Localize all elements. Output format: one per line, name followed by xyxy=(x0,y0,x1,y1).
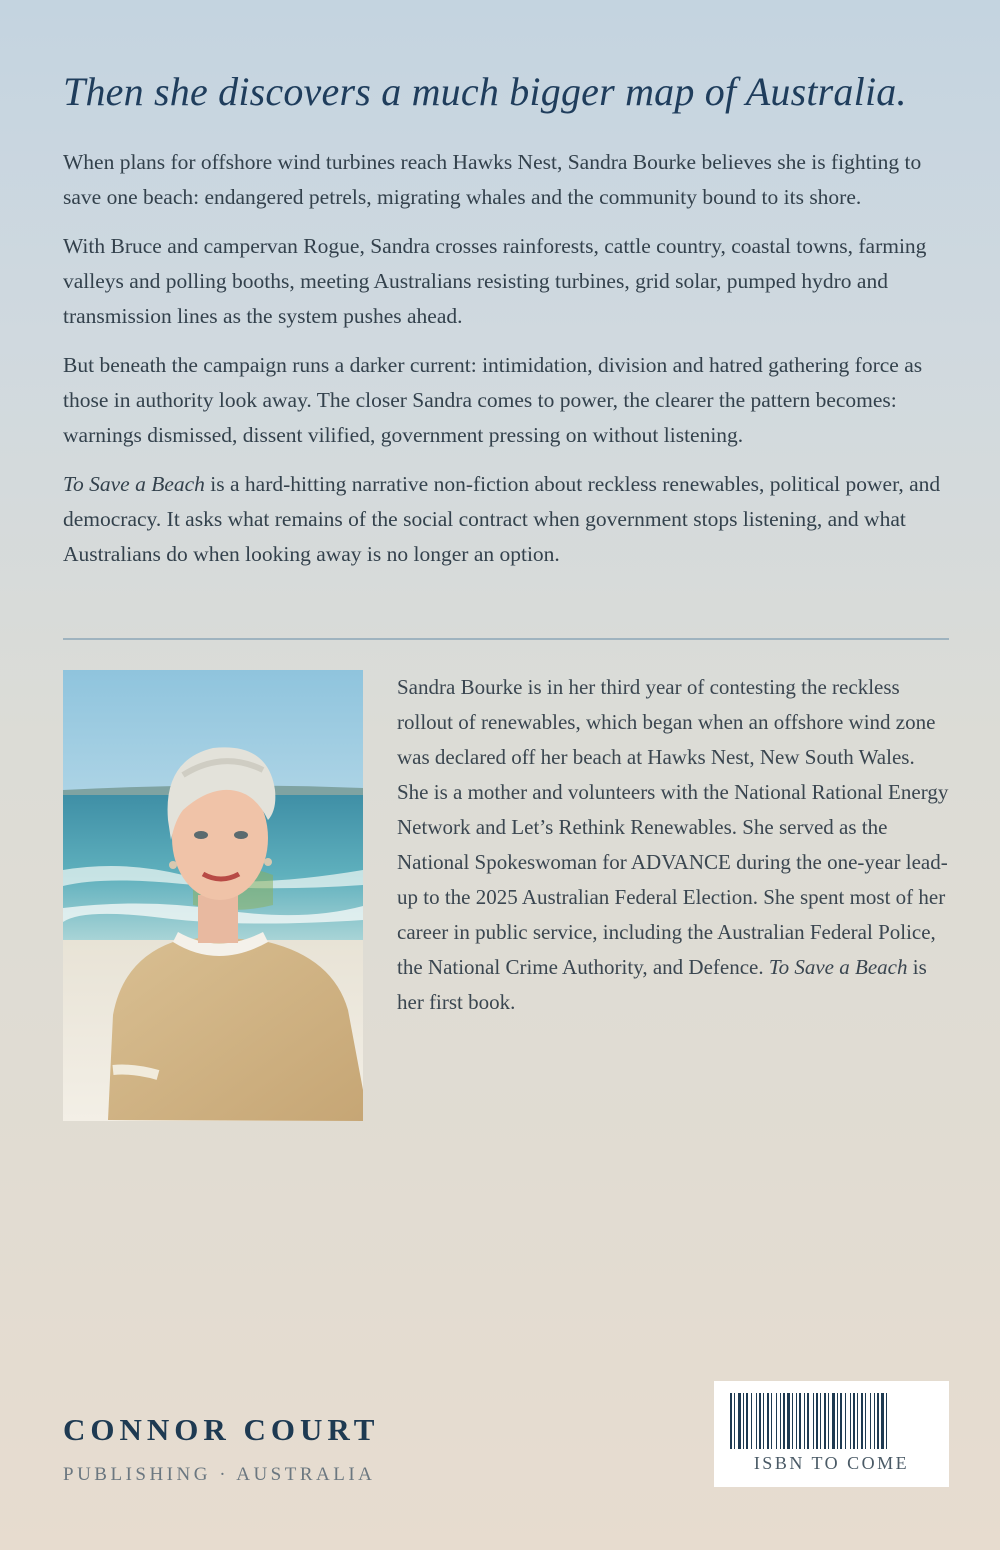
barcode-bar xyxy=(734,1393,735,1449)
blurb-paragraph-4 xyxy=(63,467,945,572)
blurb-paragraph-3: But beneath the campaign runs a darker current: intimidation, division and hatred gathering force as those in authority look away. The closer Sandra comes to power, the clearer the pattern becomes: warnings dismissed, dissent vilified, government pressing on without listening. xyxy=(63,353,923,447)
barcode-bar xyxy=(771,1393,772,1449)
barcode-bars xyxy=(730,1393,933,1449)
barcode-bar xyxy=(780,1393,781,1449)
barcode-bar xyxy=(751,1393,752,1449)
blurb xyxy=(63,145,945,586)
barcode-bar xyxy=(746,1393,748,1449)
barcode xyxy=(714,1381,949,1487)
barcode-bar xyxy=(767,1393,769,1449)
barcode-bar xyxy=(796,1393,797,1449)
divider xyxy=(63,638,949,640)
barcode-bar xyxy=(881,1393,884,1449)
blurb-paragraph-1: When plans for offshore wind turbines reach Hawks Nest, Sandra Bourke believes she is fighting to save one beach: endangered petrels, migrating whales and the community bound to its shore. xyxy=(63,150,922,209)
barcode-bar xyxy=(840,1393,842,1449)
barcode-bar xyxy=(783,1393,785,1449)
barcode-bar xyxy=(861,1393,863,1449)
barcode-bar xyxy=(850,1393,851,1449)
barcode-bar xyxy=(763,1393,764,1449)
publisher-name: CONNOR COURT xyxy=(63,1412,380,1447)
barcode-bar xyxy=(845,1393,846,1449)
barcode-bar xyxy=(730,1393,732,1449)
barcode-bar xyxy=(874,1393,875,1449)
barcode-bar xyxy=(853,1393,855,1449)
publisher-subtitle: PUBLISHING · AUSTRALIA xyxy=(63,1464,376,1485)
isbn-label: ISBN TO COME xyxy=(753,1453,910,1473)
barcode-bar xyxy=(820,1393,821,1449)
publisher-logo xyxy=(63,1410,379,1486)
author-photo-illustration xyxy=(63,670,363,1121)
barcode-bar xyxy=(824,1393,826,1449)
book-title: To Save a Beach xyxy=(63,472,205,496)
barcode-bar xyxy=(804,1393,805,1449)
barcode-bar xyxy=(877,1393,879,1449)
barcode-bar xyxy=(857,1393,858,1449)
barcode-bar xyxy=(865,1393,866,1449)
blurb-paragraph-2: With Bruce and campervan Rogue, Sandra crosses rainforests, cattle country, coastal towns, farming valleys and polling booths, meeting Australians resisting turbines, grid solar, pumped hydro and transmission lines as the system pushes ahead. xyxy=(63,234,927,328)
headline: Then she discovers a much bigger map of Australia. xyxy=(63,69,907,114)
barcode-bar xyxy=(813,1393,814,1449)
blurb-paragraph-4-text: is a hard-hitting narrative non-fiction about reckless renewables, political power, and democracy. It asks what remains of the social contract when government stops listening, and what Australians do when looking away is no longer an option. xyxy=(63,472,941,566)
barcode-bar xyxy=(832,1393,835,1449)
barcode-bar xyxy=(759,1393,761,1449)
barcode-bar xyxy=(738,1393,741,1449)
author-bio-tail: is her first book. xyxy=(397,955,927,1014)
barcode-bar xyxy=(816,1393,818,1449)
barcode-bar xyxy=(787,1393,790,1449)
barcode-bar xyxy=(837,1393,838,1449)
author-bio-text: Sandra Bourke is in her third year of contesting the reckless rollout of renewables, which began when an offshore wind zone was declared off her beach at Hawks Nest, New South Wales. She is a mother and volunteers with the National Rational Energy Network and Let’s Rethink Renewables. She served as the National Spokeswoman for ADVANCE during the one-year lead-up to the 2025 Australian Federal Election. She spent most of her career in public service, including the Australian Federal Police, the National Crime Authority, and Defence. xyxy=(397,675,949,979)
author-photo xyxy=(63,670,363,1121)
barcode-bar xyxy=(807,1393,809,1449)
barcode-bar xyxy=(886,1393,887,1449)
author-bio xyxy=(397,670,949,1020)
barcode-bar xyxy=(792,1393,793,1449)
barcode-bar xyxy=(756,1393,757,1449)
barcode-bar xyxy=(743,1393,744,1449)
barcode-bar xyxy=(776,1393,777,1449)
barcode-bar xyxy=(870,1393,871,1449)
barcode-bar xyxy=(799,1393,801,1449)
author-bio-book-title: To Save a Beach xyxy=(768,955,908,979)
barcode-bar xyxy=(828,1393,829,1449)
